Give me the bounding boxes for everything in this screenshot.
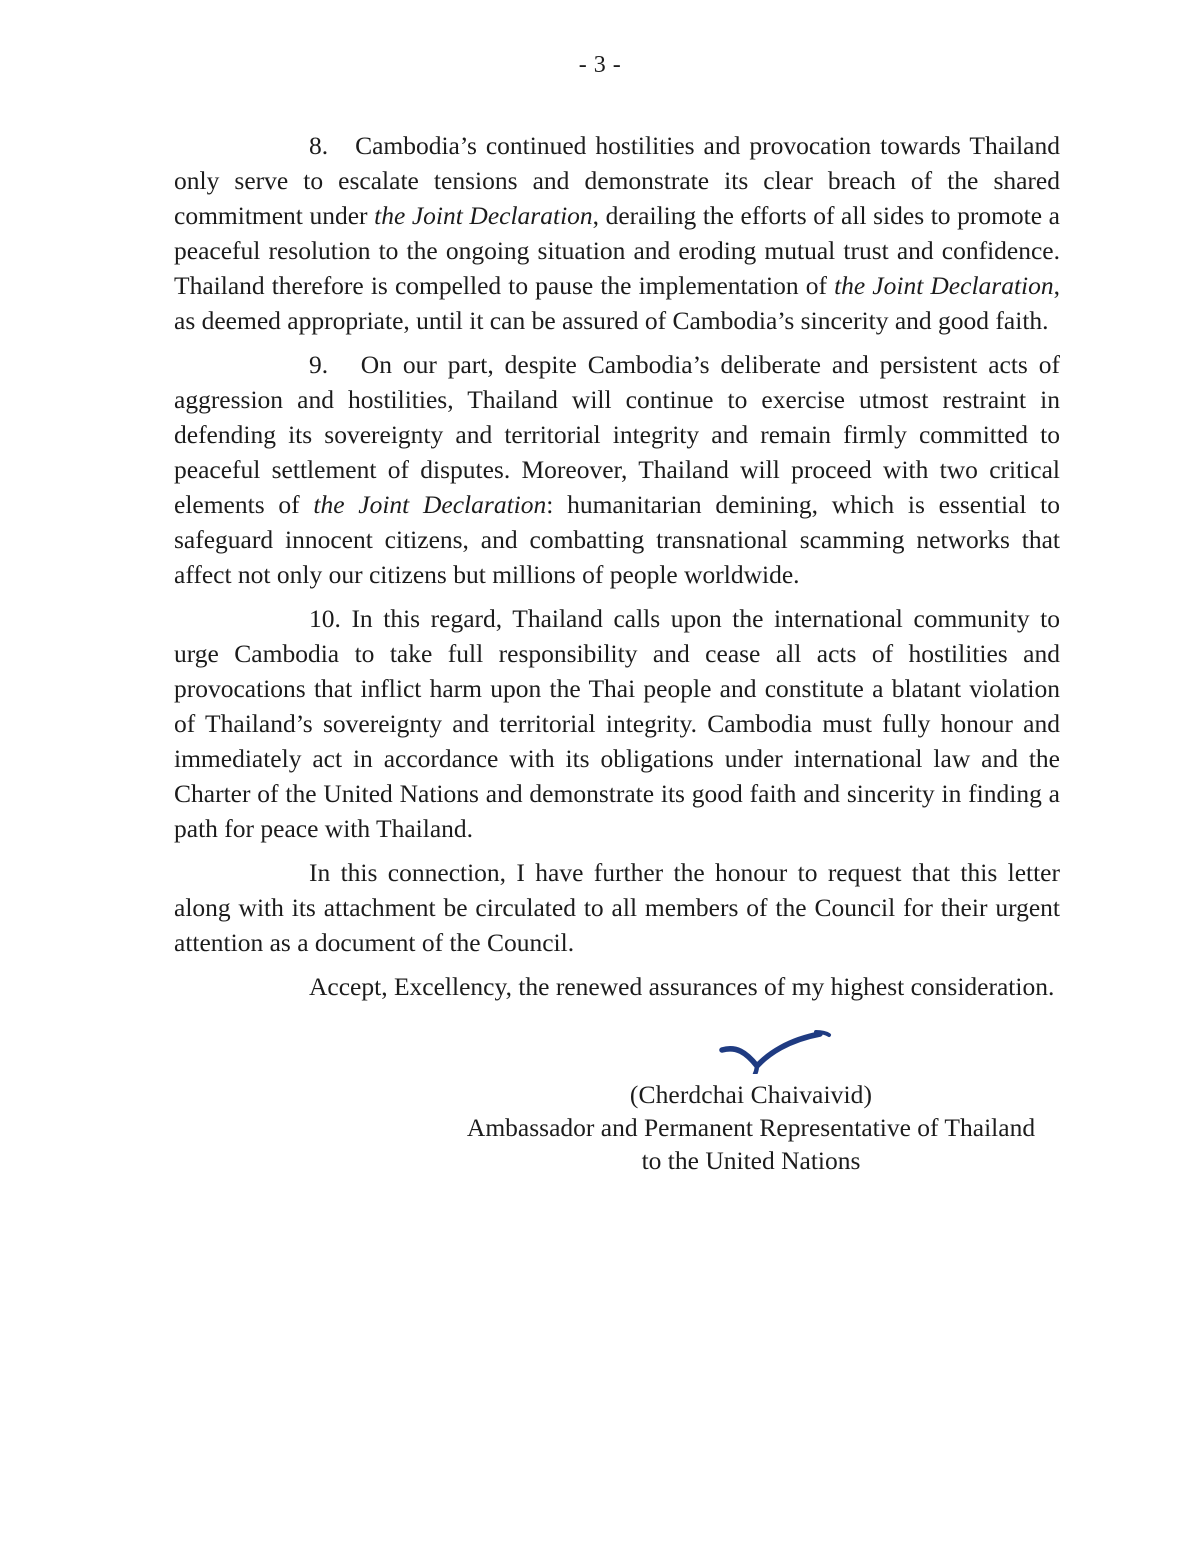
paragraph-circulation-request: In this connection, I have further the honour to request that this letter along with its attachment be circulated to all members of the Council for their urgent attention as a document of the Council. (174, 858, 1060, 957)
paragraph-number: 10. (309, 604, 352, 633)
paragraph-closing-salutation: Accept, Excellency, the renewed assurances of my highest consideration. (309, 972, 1055, 1001)
signatory-title-line-1: Ambassador and Permanent Representative of Thailand (466, 1113, 1036, 1142)
signatory-title-line-2: to the United Nations (641, 1146, 861, 1175)
paragraph-number: 8. (309, 131, 356, 160)
paragraph-8: 8. Cambodia’s continued hostilities and provocation towards Thailand only serve to escalate tensions and demonstrate its clear breach of the shared commitment under the Joint Declaration, derailing the efforts of all sides to promote a peaceful resolution to the ongoing situation and eroding mutual trust and confidence. Thailand therefore is compelled to pause the implementation of the Joint Declaration, as deemed appropriate, until it can be assured of Cambodia’s sincerity and good faith. (174, 131, 1060, 335)
paragraph-number: 9. (309, 350, 361, 379)
signature-stroke-icon (443, 1026, 1059, 1078)
paragraph-9: 9. On our part, despite Cambodia’s deliberate and persistent acts of aggression and hostilities, Thailand will continue to exercise utmost restraint in defending its sovereignty and territorial integrity and remain firmly committed to peaceful settlement of disputes. Moreover, Thailand will proceed with two critical elements of the Joint Declaration: humanitarian demining, which is essential to safeguard innocent citizens, and combatting transnational scamming networks that affect not only our citizens but millions of people worldwide. (174, 350, 1061, 589)
document-body (174, 128, 1060, 1004)
page-number: - 3 - (578, 52, 622, 78)
signatory-name: (Cherdchai Chaivaivid) (629, 1080, 873, 1109)
signature-block (443, 1026, 1059, 1177)
italic-citation: the Joint Declaration (374, 201, 593, 230)
italic-citation: the Joint Declaration (313, 490, 547, 519)
italic-citation: the Joint Declaration (834, 271, 1054, 300)
paragraph-10: 10. In this regard, Thailand calls upon the international community to urge Cambodia to take full responsibility and cease all acts of hostilities and provocations that inflict harm upon the Thai people and constitute a blatant violation of Thailand’s sovereignty and territorial integrity. Cambodia must fully honour and immediately act in accordance with its obligations under international law and the Charter of the United Nations and demonstrate its good faith and sincerity in finding a path for peace with Thailand. (174, 604, 1060, 843)
